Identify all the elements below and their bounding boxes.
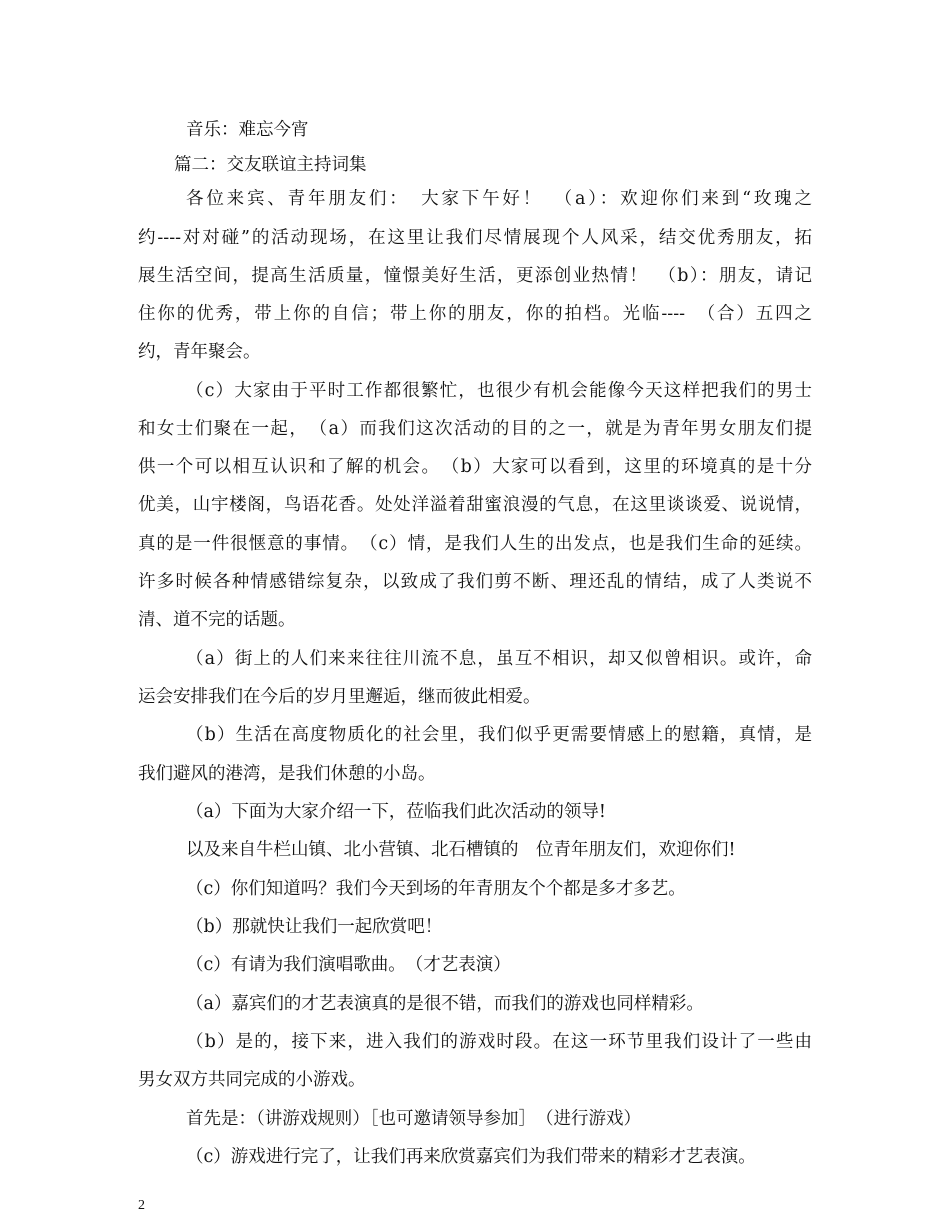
- paragraph-line: （c）有请为我们演唱歌曲。 （才艺表演）: [186, 955, 511, 975]
- paragraph-line: 以及来自牛栏山镇、北小营镇、北石槽镇的 位青年朋友们，欢迎你们!: [186, 840, 736, 860]
- paragraph-line: （b）是的，接下来，进入我们的游戏时段。在这一环节里我们设计了一些由: [186, 1032, 812, 1052]
- paragraph-line: 展生活空间，提高生活质量，憧憬美好生活，更添创业热情！ （b）：朋友，请记: [138, 266, 812, 286]
- paragraph-line: （b）那就快让我们一起欣赏吧！: [186, 917, 443, 937]
- paragraph-line: （c）你们知道吗？我们今天到场的年青朋友个个都是多才多艺。: [186, 879, 686, 899]
- paragraph-line: 我们避风的港湾，是我们休憩的小岛。: [138, 764, 436, 784]
- paragraph-line: 住你的优秀，带上你的自信；带上你的朋友，你的拍档。光临---- （合）五四之: [138, 304, 812, 324]
- paragraph-line: 清、道不完的话题。: [138, 610, 296, 630]
- paragraph-line: 许多时候各种情感错综复杂，以致成了我们剪不断、理还乱的情结，成了人类说不: [138, 572, 812, 592]
- paragraph-line: （a）下面为大家介绍一下，莅临我们此次活动的领导!: [186, 802, 606, 822]
- paragraph-line: （c）大家由于平时工作都很繁忙，也很少有机会能像今天这样把我们的男士: [186, 381, 812, 401]
- paragraph-line: 约----对对碰”的活动现场，在这里让我们尽情展现个人风采，结交优秀朋友，拓: [138, 228, 812, 248]
- paragraph-line: （c）游戏进行完了，让我们再来欣赏嘉宾们为我们带来的精彩才艺表演。: [186, 1147, 756, 1167]
- paragraph-line: （b）生活在高度物质化的社会里，我们似乎更需要情感上的慰籍，真情，是: [186, 725, 812, 745]
- paragraph-line: 和女士们聚在一起， （a）而我们这次活动的目的之一，就是为青年男女朋友们提: [138, 419, 812, 439]
- paragraph-line: 优美，山宇楼阁，鸟语花香。处处洋溢着甜蜜浪漫的气息，在这里谈谈爱、说说情，: [138, 495, 812, 515]
- paragraph-line: 真的是一件很惬意的事情。 （c）情，是我们人生的出发点，也是我们生命的延续。: [138, 534, 812, 554]
- paragraph-line: 约，青年聚会。: [138, 342, 261, 362]
- paragraph-line: （a）嘉宾们的才艺表演真的是很不错，而我们的游戏也同样精彩。: [186, 994, 704, 1014]
- paragraph-line: 供一个可以相互认识和了解的机会。 （b）大家可以看到，这里的环境真的是十分: [138, 457, 812, 477]
- paragraph-line: 首先是：（讲游戏规则）［也可邀请领导参加］ （进行游戏）: [186, 1109, 641, 1129]
- page-number: 2: [138, 1198, 145, 1213]
- music-line: 音乐：难忘今宵: [186, 120, 309, 140]
- section-title: 篇二：交友联谊主持词集: [174, 155, 367, 175]
- paragraph-line: 运会安排我们在今后的岁月里邂逅，继而彼此相爱。: [138, 687, 541, 707]
- paragraph-line: 男女双方共同完成的小游戏。: [138, 1070, 366, 1090]
- paragraph-line: 各位来宾、青年朋友们： 大家下午好！ （a）：欢迎你们来到“玫瑰之: [186, 189, 812, 209]
- paragraph-line: （a）街上的人们来来往往川流不息，虽互不相识，却又似曾相识。或许，命: [186, 649, 812, 669]
